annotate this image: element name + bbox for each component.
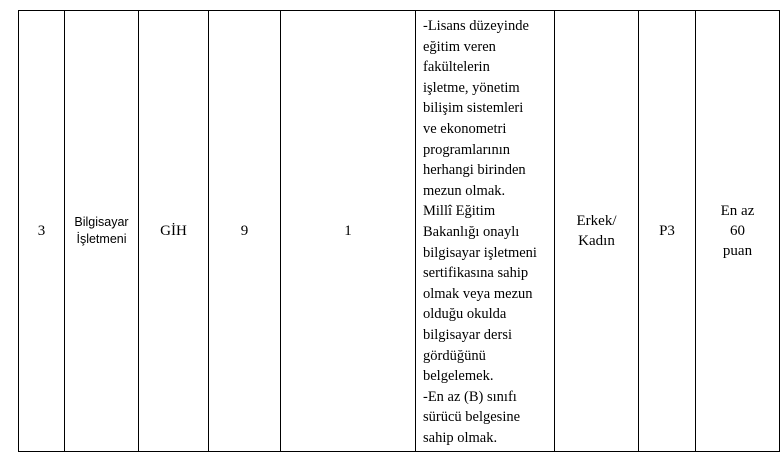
count-value: 1 (344, 223, 352, 239)
class-value: GİH (160, 223, 187, 239)
qualification-line: gördüğünü (423, 347, 486, 364)
qualification-line: programlarının (423, 141, 510, 158)
gender-line-2: Kadın (578, 233, 615, 249)
gender-line-1: Erkek/ (576, 213, 617, 229)
min-score-cell (696, 11, 780, 452)
table-row (19, 11, 780, 452)
qualification-line: işletme, yönetim (423, 79, 520, 96)
min-score-line-3: puan (722, 243, 753, 259)
grade-cell (209, 11, 281, 452)
count-cell (281, 11, 416, 452)
requirements-table (18, 10, 780, 452)
qualification-line: ve ekonometri (423, 120, 507, 137)
title-line-1: Bilgisayar (74, 215, 129, 229)
row-number-cell (19, 11, 65, 452)
qualification-line: bilgisayar dersi (423, 326, 512, 343)
min-score-line-2: 60 (730, 223, 745, 239)
title-line-2: İşletmeni (76, 232, 127, 246)
qualification-line: sertifikasına sahip (423, 265, 529, 282)
min-score-line-1: En az (720, 203, 755, 219)
qualifications-cell (416, 11, 555, 452)
row-number: 3 (37, 223, 46, 239)
score-type-value: P3 (659, 223, 675, 239)
qualification-line: mezun olmak. (423, 182, 506, 199)
title-cell (65, 11, 139, 452)
qualification-line: -Lisans düzeyinde (423, 18, 529, 34)
qualification-line: -En az (B) sınıfı (423, 388, 517, 405)
qualification-line: bilgisayar işletmeni (423, 244, 537, 261)
qualification-line: Millî Eğitim (423, 203, 496, 220)
score-type-cell (639, 11, 696, 452)
qualification-line: Bakanlığı onaylı (423, 223, 520, 240)
qualification-line: fakültelerin (423, 59, 490, 76)
grade-value: 9 (240, 223, 249, 239)
qualification-line: olmak veya mezun (423, 285, 533, 302)
qualification-line: belgelemek. (423, 368, 494, 385)
qualification-line: sürücü belgesine (423, 409, 521, 426)
class-cell (139, 11, 209, 452)
qualification-line: eğitim veren (423, 38, 496, 55)
qualification-line: bilişim sistemleri (423, 100, 524, 117)
qualification-line: sahip olmak. (423, 429, 498, 446)
qualification-line: olduğu okulda (423, 306, 507, 323)
qualification-line: herhangi birinden (423, 162, 526, 179)
gender-cell (555, 11, 639, 452)
